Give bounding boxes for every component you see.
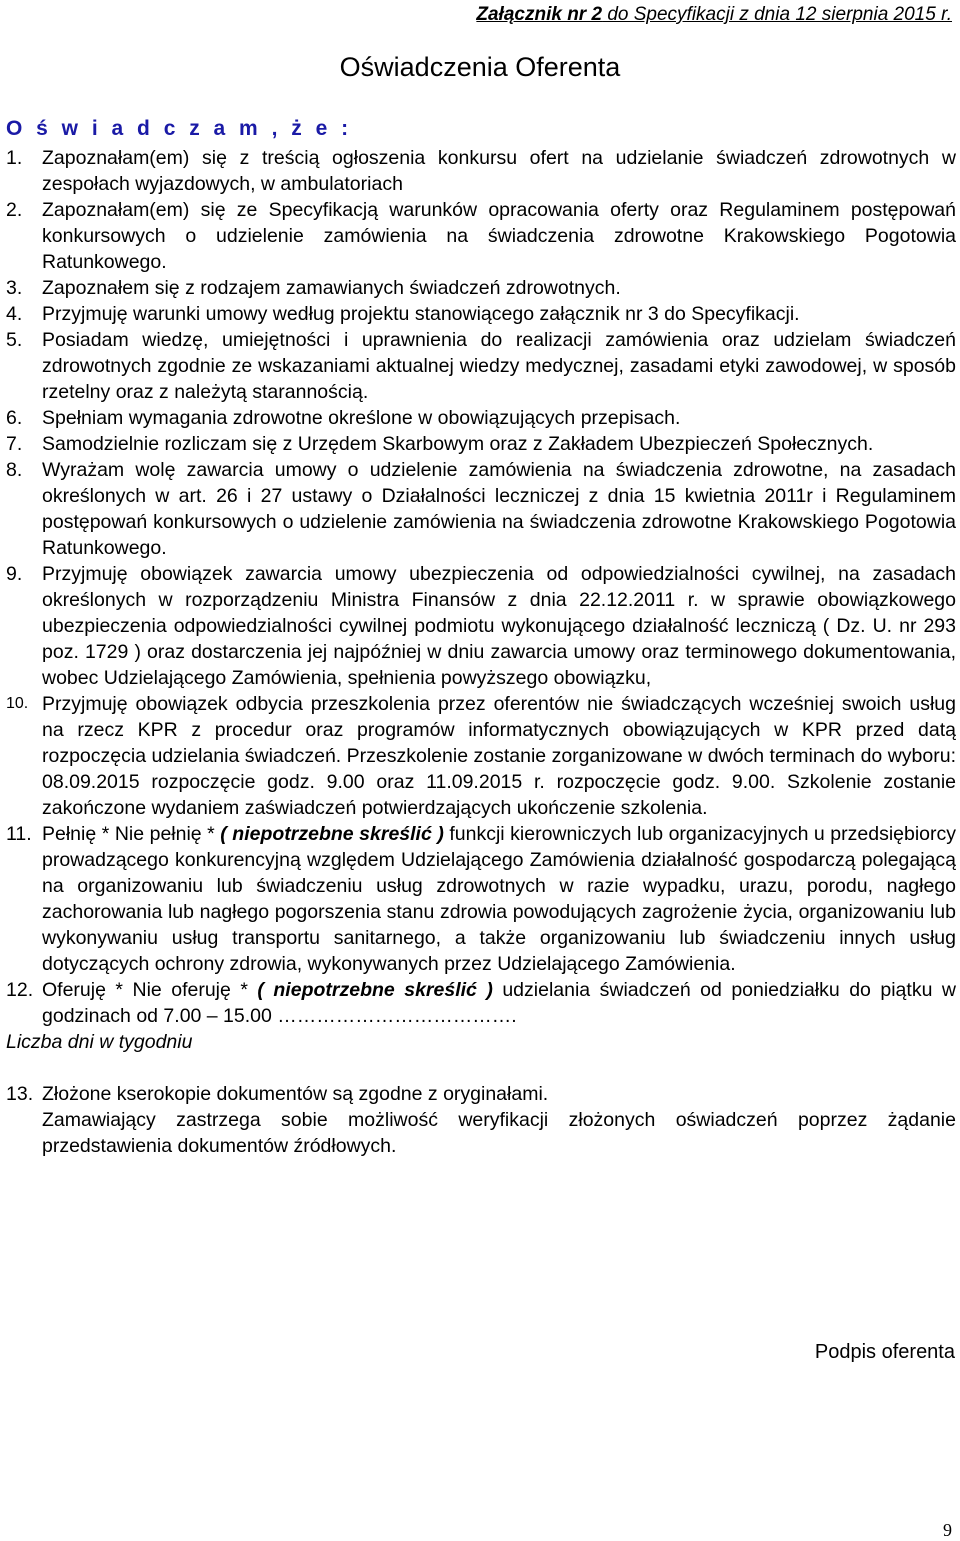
attachment-header xyxy=(476,4,952,26)
signature-label: Podpis oferenta xyxy=(814,1341,955,1363)
statement-7 xyxy=(6,431,956,457)
statement-13 xyxy=(6,1081,956,1159)
statement-4 xyxy=(6,301,956,327)
statement-text: Przyjmuję obowiązek zawarcia umowy ubezpieczenia od odpowiedzialności cywilnej, na zasadach określonych w rozporządzeniu Ministra Finansów z dnia 22.12.2011 r. w sprawie obowiązkowego ubezpieczenia odpowiedzialności cywilnej podmiotu wykonującego działalność leczniczą ( Dz. U. nr 293 poz. 1729 ) oraz dostarczenia jej najpóźniej w dniu zawarcia umowy oraz terminowego dokumentowania, wobec Udzielającego Zamówienia, spełnienia powyższego obowiązku, xyxy=(42,563,956,689)
statement-list xyxy=(6,145,956,1159)
statement-number: 1. xyxy=(6,147,23,169)
statement-text: funkcji kierowniczych lub organizacyjnych u przedsiębiorcy prowadzącego konkurencyjną względem Udzielającego Zamówienia działalność gospodarczą polegającą na organizowaniu lub świadczeniu usług zdrowotnych w razie wypadku, urazu, porodu, nagłego zachorowania lub nagłego pogorszenia stanu zdrowia powodujących zagrożenie życia, organizowaniu lub wykonywaniu usług transportu sanitarnego, a także organizowaniu lub świadczeniu innych usług dotyczących ochrony zdrowia, wykonywanych przez Udzielającego Zamówienia. xyxy=(42,823,957,975)
statement-6 xyxy=(6,405,956,431)
statement-text: Zapoznałam(em) się z treścią ogłoszenia konkursu ofert na udzielanie świadczeń zdrowotnych w zespołach wyjazdowych, w ambulatoriach xyxy=(42,147,956,195)
statement-2 xyxy=(6,197,956,275)
statement-number: 2. xyxy=(6,199,23,221)
statement-number: 12. xyxy=(6,979,34,1001)
statement-number: 6. xyxy=(6,407,23,429)
statement-text: Zapoznałam(em) się ze Specyfikacją warunków opracowania oferty oraz Regulaminem postępowań konkursowych o udzielenie zamówienia na świadczenia zdrowotne Krakowskiego Pogotowia Ratunkowego. xyxy=(42,199,956,273)
statement-number: 13. xyxy=(6,1083,34,1105)
statement-number: 10. xyxy=(6,695,29,712)
declaration-intro: O ś w i a d c z a m , ż e : xyxy=(6,117,353,140)
verification-reservation: Zamawiający zastrzega sobie możliwość weryfikacji złożonych oświadczeń poprzez żądanie przedstawienia dokumentów źródłowych. xyxy=(42,1109,956,1157)
statement-12 xyxy=(6,977,956,1081)
statement-number: 3. xyxy=(6,277,23,299)
statement-text: udzielania świadczeń od poniedziałku do piątku w godzinach od 7.00 – 15.00 ………………………………. xyxy=(42,979,956,1027)
strike-out-note: ( niepotrzebne skreślić ) xyxy=(220,823,444,845)
statement-text: Złożone kserokopie dokumentów są zgodne z oryginałami. xyxy=(42,1083,549,1105)
statement-number: 4. xyxy=(6,303,23,325)
statement-text: Samodzielnie rozliczam się z Urzędem Skarbowym oraz z Zakładem Ubezpieczeń Społecznych. xyxy=(42,433,874,455)
document-title: Oświadczenia Oferenta xyxy=(339,52,621,82)
statement-10 xyxy=(6,691,956,821)
attachment-label: Załącznik nr 2 xyxy=(476,4,603,25)
statement-text: Przyjmuję obowiązek odbycia przeszkolenia przez oferentów nie świadczących wcześniej swoich usług na rzecz KPR z procedur oraz programów informatycznych obowiązujących w KPR przed datą rozpoczęcia udzielania świadczeń. Przeszkolenie zostanie zorganizowane w dwóch terminach do wyboru: 08.09.2015 rozpoczęcie godz. 9.00 oraz 11.09.2015 r. rozpoczęcie godz. 9.00. Szkolenie zostanie zakończone wydaniem zaświadczeń potwierdzających ukończenie szkolenia. xyxy=(42,693,956,819)
statement-options: Pełnię * Nie pełnię * xyxy=(42,823,221,845)
statement-text: Przyjmuję warunki umowy według projektu stanowiącego załącznik nr 3 do Specyfikacji. xyxy=(42,303,800,325)
statement-options: Oferuję * Nie oferuję * xyxy=(42,979,258,1001)
statement-number: 5. xyxy=(6,329,23,351)
statement-text: Wyrażam wolę zawarcia umowy o udzielenie zamówienia na świadczenia zdrowotne, na zasadach określonych w art. 26 i 27 ustawy o Działalności leczniczej z dnia 15 kwietnia 2011r i Regulaminem postępowań konkursowych o udzielenie zamówienia na świadczenia zdrowotne Krakowskiego Pogotowia Ratunkowego. xyxy=(42,459,956,559)
statement-5 xyxy=(6,327,956,405)
statement-9 xyxy=(6,561,956,691)
statement-text: Posiadam wiedzę, umiejętności i uprawnienia do realizacji zamówienia oraz udzielam świadczeń zdrowotnych zgodnie ze wskazaniami aktualnej wiedzy medycznej, zasadami etyki zawodowej, w sposób rzetelny oraz z należytą starannością. xyxy=(42,329,956,403)
statement-8 xyxy=(6,457,956,561)
blank-line xyxy=(42,1055,956,1081)
attachment-specification: do Specyfikacji z dnia 12 sierpnia 2015 r. xyxy=(602,4,952,25)
statement-number: 11. xyxy=(6,823,32,845)
statement-number: 7. xyxy=(6,433,23,455)
statement-3 xyxy=(6,275,956,301)
days-per-week-label: Liczba dni w tygodniu xyxy=(6,1031,193,1053)
strike-out-note: ( niepotrzebne skreślić ) xyxy=(257,979,493,1001)
page-number: 9 xyxy=(943,1520,952,1540)
statement-number: 8. xyxy=(6,459,23,481)
statement-11 xyxy=(6,821,956,977)
statement-text: Spełniam wymagania zdrowotne określone w obowiązujących przepisach. xyxy=(42,407,681,429)
statement-text: Zapoznałem się z rodzajem zamawianych świadczeń zdrowotnych. xyxy=(42,277,621,299)
statement-number: 9. xyxy=(6,563,23,585)
statement-1 xyxy=(6,145,956,197)
